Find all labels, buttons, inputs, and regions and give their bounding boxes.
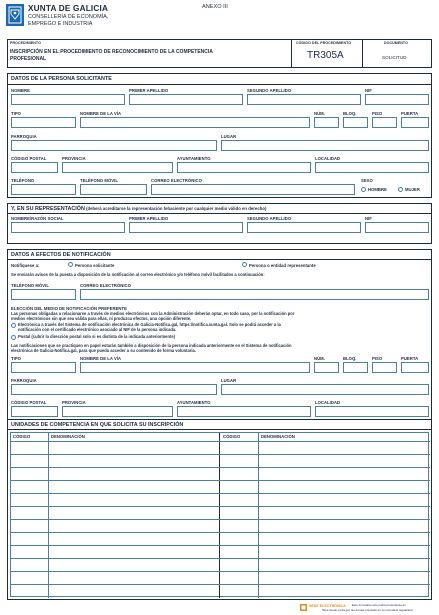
notif-puerta-field[interactable] bbox=[401, 362, 429, 373]
notif-lugar-field[interactable] bbox=[221, 384, 429, 395]
electronica-text-2: notificación con el certificado electrónico asociado al NIF de la persona indicada. bbox=[18, 327, 177, 332]
notif-lugar-label: LUGAR bbox=[221, 378, 237, 383]
notif-correo-field[interactable] bbox=[80, 289, 429, 300]
units-table-row[interactable] bbox=[11, 493, 430, 494]
logo-line1: XUNTA DE GALICIA bbox=[28, 4, 109, 13]
units-table-row[interactable] bbox=[11, 545, 430, 546]
procedure-code-label: CÓDIGO DEL PROCEDIMIENTO bbox=[296, 41, 352, 45]
footer-sede-label: SEDE ELECTRÓNICA bbox=[309, 604, 346, 608]
telefono-movil-field[interactable] bbox=[80, 184, 147, 195]
units-table-row[interactable] bbox=[11, 441, 430, 442]
units-col-denominacion-left: DENOMINACIÓN bbox=[51, 434, 85, 439]
sexo-mujer-label: MUJER bbox=[405, 187, 420, 192]
telefono-label: TELÉFONO bbox=[11, 178, 35, 183]
nombre-field[interactable] bbox=[11, 94, 125, 105]
notif-ayuntamiento-label: AYUNTAMIENTO bbox=[177, 400, 211, 405]
sexo-label: SEXO bbox=[361, 178, 373, 183]
las-notif-text-2: electrónica de Galicia-Notifica.gal, para que pueda acceder a su contenido de forma voluntaria. bbox=[11, 348, 196, 353]
medio-text-2: medios electrónicos sin que sea válida para ellas, ni produzca efectos, una opción diferente. bbox=[11, 316, 192, 321]
document-type: SOLICITUD bbox=[382, 55, 407, 60]
segundo-apellido-field[interactable] bbox=[247, 94, 361, 105]
postal-text: Postal (cubrir la dirección postal solo si es distinta de la indicada anteriormente) bbox=[18, 334, 175, 339]
sede-electronica-icon bbox=[300, 604, 307, 611]
footer-text-1: Este formulario solo podrá presentarse en bbox=[352, 603, 406, 607]
units-table-row[interactable] bbox=[11, 480, 430, 481]
rep-nif-field[interactable] bbox=[365, 222, 429, 233]
notif-ayuntamiento-field[interactable] bbox=[177, 406, 311, 417]
units-col-codigo-left: CÓDIGO bbox=[13, 434, 31, 439]
notif-piso-field[interactable] bbox=[372, 362, 397, 373]
procedure-code: TR305A bbox=[307, 50, 344, 61]
medio-title: ELECCIÓN DEL MEDIO DE NOTIFICACIÓN PREFERENTE bbox=[11, 306, 127, 311]
notif-codigo-postal-field[interactable] bbox=[11, 406, 58, 417]
notif-tipo-field[interactable] bbox=[11, 362, 76, 373]
rep-nombre-field[interactable] bbox=[11, 222, 125, 233]
primer-apellido-label: PRIMER APELLIDO bbox=[129, 88, 169, 93]
notification-title: DATOS A EFECTOS DE NOTIFICACIÓN bbox=[11, 252, 111, 258]
notif-provincia-label: PROVINCIA bbox=[62, 400, 86, 405]
sexo-hombre-label: HOMBRE bbox=[368, 187, 387, 192]
segundo-apellido-label: SEGUNDO APELLIDO bbox=[247, 88, 292, 93]
notif-localidad-field[interactable] bbox=[315, 406, 429, 417]
notif-parroquia-field[interactable] bbox=[11, 384, 217, 395]
notif-provincia-field[interactable] bbox=[62, 406, 173, 417]
tipo-field[interactable] bbox=[11, 117, 76, 128]
notif-solicitante-radio[interactable] bbox=[68, 262, 73, 267]
xunta-emblem-icon bbox=[6, 4, 24, 26]
sexo-mujer-radio[interactable] bbox=[398, 187, 403, 192]
puerta-label: PUERTA bbox=[401, 111, 419, 116]
units-col-denominacion-right: DENOMINACIÓN bbox=[261, 434, 295, 439]
sexo-hombre-radio[interactable] bbox=[361, 187, 366, 192]
notif-telefono-movil-field[interactable] bbox=[11, 289, 76, 300]
document-label: DOCUMENTO bbox=[384, 41, 408, 45]
nombre-via-field[interactable] bbox=[80, 117, 310, 128]
representative-title-note: (deberá acreditarse la representación fehaciente por cualquier medio válido en derecho) bbox=[86, 206, 267, 211]
nif-field[interactable] bbox=[365, 94, 429, 105]
notif-codigo-postal-label: CÓDIGO POSTAL bbox=[11, 400, 47, 405]
correo-label: CORREO ELECTRÓNICO bbox=[151, 178, 202, 183]
logo-line3: EMPREGO E INDUSTRIA bbox=[28, 21, 93, 27]
applicant-title: DATOS DE LA PERSONA SOLICITANTE bbox=[11, 76, 112, 82]
ayuntamiento-field[interactable] bbox=[177, 162, 311, 173]
bloq-label: BLOQ. bbox=[343, 111, 357, 116]
xunta-logo bbox=[6, 3, 136, 35]
notif-representante-label: Persona o entidad representante bbox=[249, 263, 316, 268]
num-label: NÚM. bbox=[314, 111, 325, 116]
medio-text-1: Las personas obligadas a relacionarse a través de medios electrónicos con la Administración deberán optar, en todo caso, por la notificación por bbox=[11, 311, 295, 316]
representative-title bbox=[11, 206, 266, 212]
units-table-row[interactable] bbox=[11, 506, 430, 507]
notif-bloq-label: BLOQ. bbox=[343, 356, 357, 361]
footer bbox=[300, 603, 435, 613]
notif-electronica-radio[interactable] bbox=[11, 323, 16, 328]
units-table-row[interactable] bbox=[11, 584, 430, 585]
localidad-label: LOCALIDAD bbox=[315, 156, 341, 161]
nif-label: NIF bbox=[365, 88, 372, 93]
notif-bloq-field[interactable] bbox=[343, 362, 368, 373]
units-table-row[interactable] bbox=[11, 532, 430, 533]
units-col-codigo-right: CÓDIGO bbox=[223, 434, 241, 439]
nombre-label: NOMBRE bbox=[11, 88, 30, 93]
rep-segundo-apellido-label: SEGUNDO APELLIDO bbox=[247, 216, 292, 221]
provincia-field[interactable] bbox=[62, 162, 173, 173]
notif-nombre-via-field[interactable] bbox=[80, 362, 310, 373]
puerta-field[interactable] bbox=[401, 117, 429, 128]
notif-puerta-label: PUERTA bbox=[401, 356, 419, 361]
units-table-row[interactable] bbox=[11, 454, 430, 455]
units-table-row[interactable] bbox=[11, 571, 430, 572]
footer-text-2: https://sede.xunta.gal, las formas previstas en su normativa reguladora bbox=[322, 607, 413, 612]
lugar-label: LUGAR bbox=[221, 134, 237, 139]
rep-primer-apellido-field[interactable] bbox=[129, 222, 243, 233]
procedure-label: PROCEDIMIENTO bbox=[10, 41, 41, 45]
logo-line2: CONSELLERÍA DE ECONOMÍA, bbox=[28, 14, 109, 20]
tipo-label: TIPO bbox=[11, 111, 21, 116]
rep-nif-label: NIF bbox=[365, 216, 372, 221]
units-table-row[interactable] bbox=[11, 467, 430, 468]
lugar-field[interactable] bbox=[221, 140, 429, 151]
notif-telefono-movil-label: TELÉFONO MÓVIL bbox=[11, 283, 49, 288]
rep-nombre-label: NOMBRE/RAZÓN SOCIAL bbox=[11, 216, 64, 221]
electronica-text-1: Electrónica a través del Sistema de notificación electrónica de Galicia-Notifica.gal, https://notifica.xunta.gal. Solo se podrá acceder a la bbox=[18, 322, 281, 327]
las-notif-text-1: Las notificaciones que se practiquen en papel estarán también a disposición de la persona indicada anteriormente en el Sistema de notificación bbox=[11, 343, 292, 348]
notif-parroquia-label: PARROQUIA bbox=[11, 378, 37, 383]
num-field[interactable] bbox=[314, 117, 339, 128]
telefono-movil-label: TELÉFONO MÓVIL bbox=[80, 178, 118, 183]
localidad-field[interactable] bbox=[315, 162, 429, 173]
telefono-field[interactable] bbox=[11, 184, 76, 195]
procedure-title-1: INSCRIPCIÓN EN EL PROCEDIMIENTO DE RECONOCIMIENTO DE LA COMPETENCIA bbox=[10, 49, 213, 55]
notifiquese-label: Notifíquese a: bbox=[11, 263, 40, 268]
nombre-via-label: NOMBRE DE LA VÍA bbox=[80, 111, 122, 116]
rep-segundo-apellido-field[interactable] bbox=[247, 222, 361, 233]
notif-solicitante-label: Persona solicitante bbox=[75, 263, 115, 268]
notif-postal-radio[interactable] bbox=[11, 335, 16, 340]
notif-num-field[interactable] bbox=[314, 362, 339, 373]
notif-nombre-via-label: NOMBRE DE LA VÍA bbox=[80, 356, 122, 361]
parroquia-field[interactable] bbox=[11, 140, 217, 151]
codigo-postal-field[interactable] bbox=[11, 162, 58, 173]
notif-representante-radio[interactable] bbox=[242, 262, 247, 267]
piso-label: PISO bbox=[372, 111, 383, 116]
annex-label: ANEXO III bbox=[202, 4, 228, 10]
bloq-field[interactable] bbox=[343, 117, 368, 128]
ayuntamiento-label: AYUNTAMIENTO bbox=[177, 156, 211, 161]
procedure-title-2: PROFESIONAL bbox=[10, 56, 47, 62]
provincia-label: PROVINCIA bbox=[62, 156, 86, 161]
parroquia-label: PARROQUIA bbox=[11, 134, 37, 139]
correo-field[interactable] bbox=[151, 184, 355, 195]
notif-tipo-label: TIPO bbox=[11, 356, 21, 361]
notif-correo-label: CORREO ELECTRÓNICO bbox=[80, 283, 131, 288]
notif-piso-label: PISO bbox=[372, 356, 383, 361]
piso-field[interactable] bbox=[372, 117, 397, 128]
units-table-row[interactable] bbox=[11, 519, 430, 520]
rep-primer-apellido-label: PRIMER APELLIDO bbox=[129, 216, 169, 221]
representative-title-text: Y, EN SU REPRESENTACIÓN bbox=[11, 206, 85, 212]
units-title: UNIDADES DE COMPETENCIA EN QUE SOLICITA SU INSCRIPCIÓN bbox=[11, 422, 184, 428]
units-table-row[interactable] bbox=[11, 558, 430, 559]
notif-localidad-label: LOCALIDAD bbox=[315, 400, 341, 405]
codigo-postal-label: CÓDIGO POSTAL bbox=[11, 156, 47, 161]
units-table bbox=[10, 432, 429, 597]
primer-apellido-field[interactable] bbox=[129, 94, 243, 105]
notif-num-label: NÚM. bbox=[314, 356, 325, 361]
aviso-text: Se enviarán avisos de la puesta a disposición de la notificación al correo electrónico y/o teléfono móvil facilitados a continuación: bbox=[11, 272, 265, 277]
